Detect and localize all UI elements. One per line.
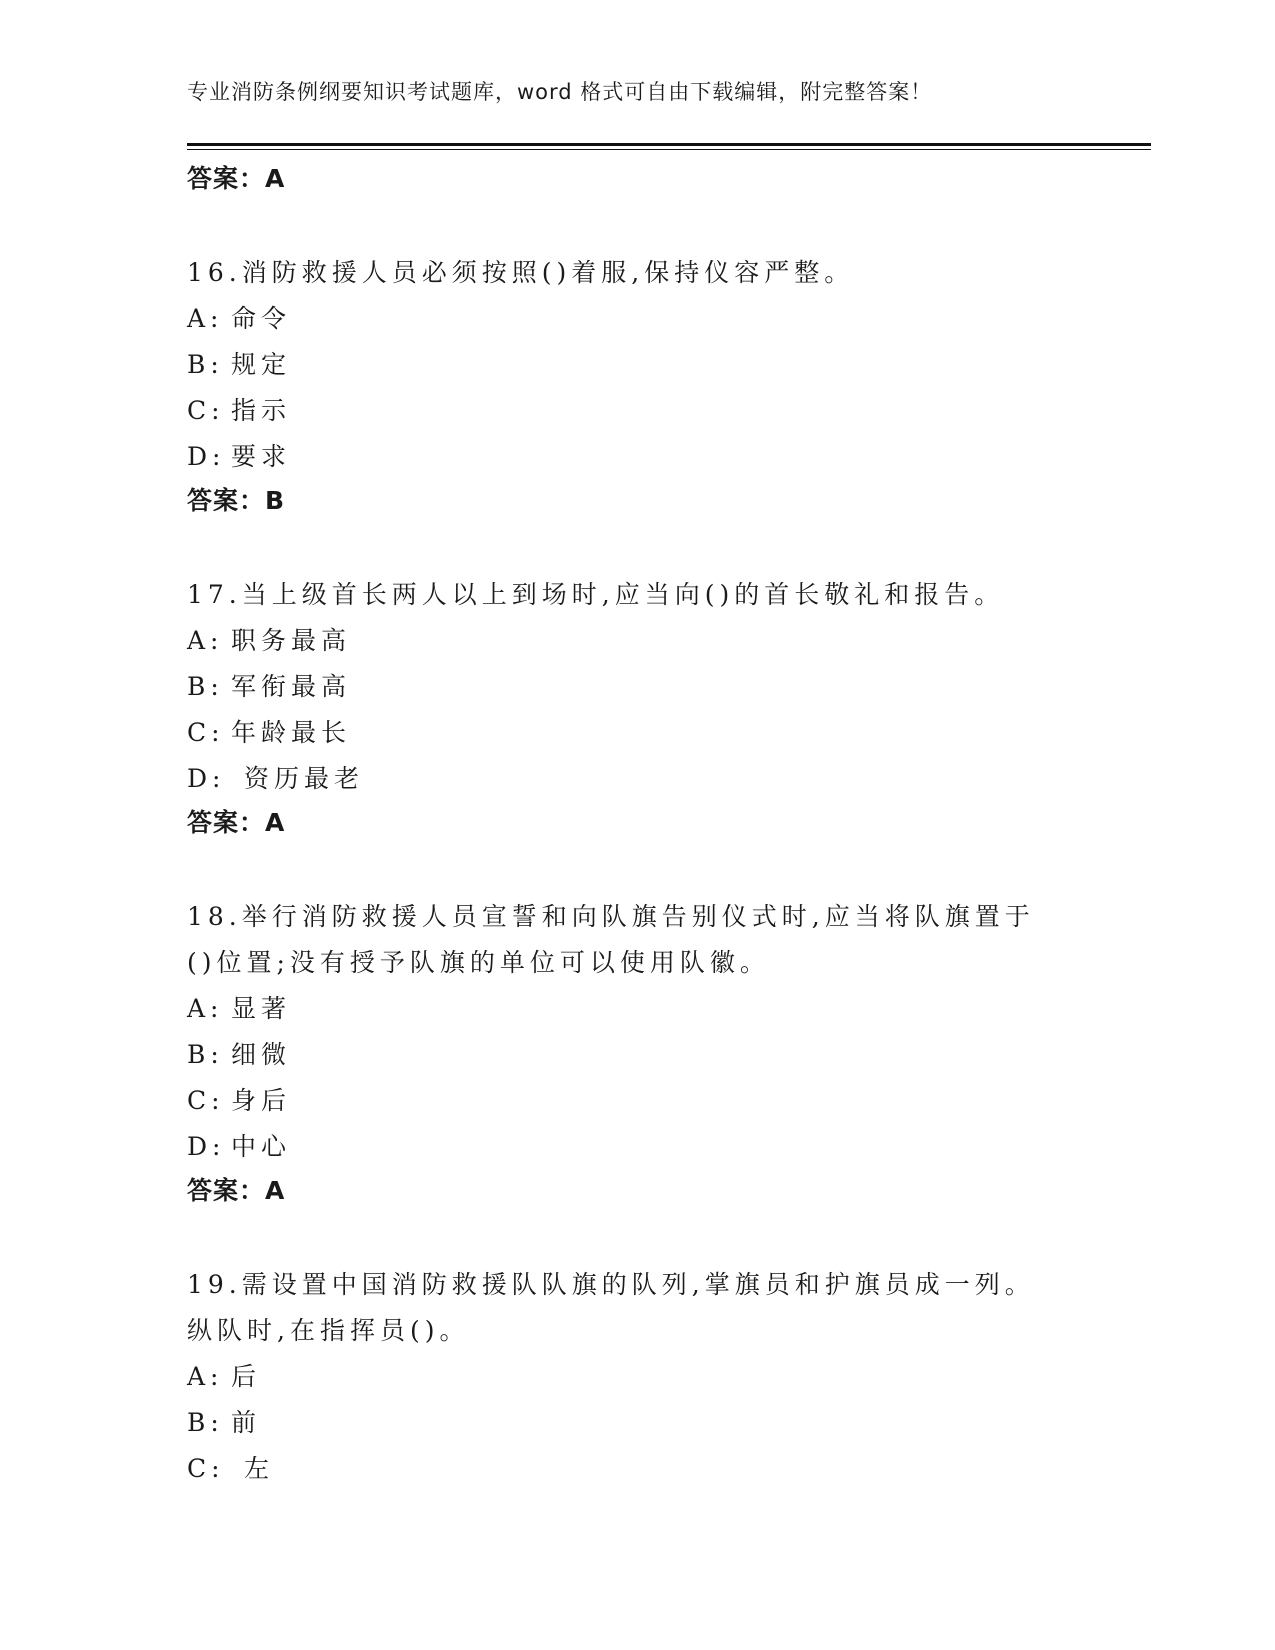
option-text: 显著: [231, 994, 292, 1023]
question-text: 16.消防救援人员必须按照()着服,保持仪容严整。: [187, 258, 855, 287]
option-text: 军衔最高: [231, 672, 352, 701]
answer-line: 答案：A: [187, 808, 286, 837]
option-a: [187, 296, 1087, 342]
option-text: 指示: [231, 396, 292, 425]
option-text: 中心: [231, 1132, 292, 1161]
option-a: [187, 1354, 1087, 1400]
option-key: C:: [187, 1454, 225, 1483]
option-b: [187, 1400, 1087, 1446]
header-rule-thin: [187, 149, 1151, 150]
option-key: D:: [187, 1132, 226, 1161]
option-key: A:: [187, 994, 224, 1023]
option-key: B:: [187, 1040, 224, 1069]
option-text: 资历最老: [231, 764, 364, 793]
option-key: D:: [187, 442, 226, 471]
answer-line: 答案：B: [187, 486, 286, 515]
option-text: 后: [231, 1362, 262, 1391]
option-c: [187, 710, 1087, 756]
answer-line: 答案：A: [187, 164, 286, 193]
option-b: [187, 664, 1087, 710]
option-key: A:: [187, 1362, 224, 1391]
option-c: [187, 388, 1087, 434]
option-c: [187, 1078, 1087, 1124]
option-key: C:: [187, 396, 225, 425]
option-a: [187, 618, 1087, 664]
answer-line: 答案：A: [187, 1176, 286, 1205]
option-key: B:: [187, 350, 224, 379]
document-body: [187, 158, 1087, 1492]
option-key: D:: [187, 764, 226, 793]
header-rule-thick: [187, 143, 1151, 146]
option-text: 身后: [231, 1086, 292, 1115]
option-key: C:: [187, 1086, 225, 1115]
question-block: [187, 572, 1087, 844]
option-text: 规定: [231, 350, 292, 379]
option-d: [187, 434, 1087, 480]
option-b: [187, 342, 1087, 388]
option-key: B:: [187, 1408, 224, 1437]
option-text: 命令: [231, 304, 292, 333]
question-text: 18.举行消防救援人员宣誓和向队旗告别仪式时,应当将队旗置于()位置;没有授予队旗的单位可以使用队徽。: [187, 902, 1035, 977]
option-d: [187, 756, 1087, 802]
option-text: 细微: [231, 1040, 292, 1069]
question-text: 19.需设置中国消防救援队队旗的队列,掌旗员和护旗员成一列。纵队时,在指挥员()。: [187, 1270, 1035, 1345]
option-b: [187, 1032, 1087, 1078]
option-d: [187, 1124, 1087, 1170]
option-text: 要求: [231, 442, 292, 471]
option-key: A:: [187, 304, 224, 333]
option-c: [187, 1446, 1087, 1492]
option-text: 职务最高: [231, 626, 352, 655]
option-text: 前: [231, 1408, 262, 1437]
option-key: A:: [187, 626, 224, 655]
option-a: [187, 986, 1087, 1032]
question-block: [187, 1262, 1087, 1492]
option-text: 左: [231, 1454, 274, 1483]
option-key: B:: [187, 672, 224, 701]
option-text: 年龄最长: [231, 718, 352, 747]
option-key: C:: [187, 718, 225, 747]
question-block: [187, 250, 1087, 522]
page-header-title: 专业消防条例纲要知识考试题库，word 格式可自由下载编辑，附完整答案！: [187, 80, 933, 104]
question-block: [187, 894, 1087, 1212]
question-text: 17.当上级首长两人以上到场时,应当向()的首长敬礼和报告。: [187, 580, 1005, 609]
